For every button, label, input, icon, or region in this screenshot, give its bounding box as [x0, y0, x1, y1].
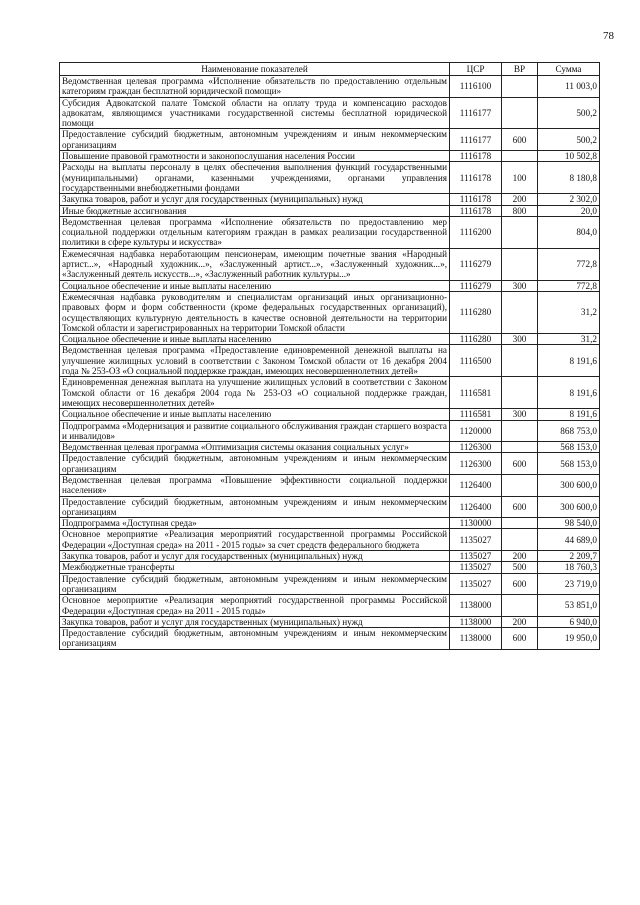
- row-name-cell: Ведомственная целевая программа «Предоставление единовременной денежной выплаты на улучшение жилищных условий в соответствии с Законом Томской области от 16 декабря 2004 года № 253-ОЗ «О социальной поддержке граждан, имеющих несовершеннолетних детей»: [60, 345, 450, 377]
- row-name-cell: Социальное обеспечение и иные выплаты населению: [60, 409, 450, 420]
- row-vr-cell: [502, 76, 538, 98]
- row-sum-cell: 8 191,6: [538, 409, 600, 420]
- row-csr-cell: 1116279: [450, 248, 502, 280]
- table-row: [60, 616, 600, 627]
- row-csr-cell: 1116178: [450, 205, 502, 216]
- row-sum-cell: 6 940,0: [538, 616, 600, 627]
- row-name-cell: Иные бюджетные ассигнования: [60, 205, 450, 216]
- row-sum-cell: 19 950,0: [538, 628, 600, 650]
- row-name-cell: Социальное обеспечение и иные выплаты населению: [60, 280, 450, 291]
- row-csr-cell: 1116100: [450, 76, 502, 98]
- header-sum: Сумма: [538, 63, 600, 76]
- table-row: [60, 162, 600, 194]
- row-csr-cell: 1126400: [450, 474, 502, 496]
- table-row: [60, 334, 600, 345]
- row-csr-cell: 1116500: [450, 345, 502, 377]
- row-name-cell: Основное мероприятие «Реализация мероприятий государственной программы Российской Федерации «Доступная среда» на 2011 - 2015 годы» за счет средств федерального бюджета: [60, 529, 450, 551]
- row-name-cell: Подпрограмма «Доступная среда»: [60, 518, 450, 529]
- row-name-cell: Повышение правовой грамотности и законопослушания населения России: [60, 151, 450, 162]
- table-row: [60, 496, 600, 518]
- row-vr-cell: 200: [502, 194, 538, 205]
- row-vr-cell: 600: [502, 496, 538, 518]
- row-name-cell: Социальное обеспечение и иные выплаты населению: [60, 334, 450, 345]
- row-vr-cell: [502, 377, 538, 409]
- row-vr-cell: [502, 474, 538, 496]
- row-vr-cell: 200: [502, 616, 538, 627]
- table-row: [60, 291, 600, 333]
- table-row: [60, 151, 600, 162]
- row-sum-cell: 23 719,0: [538, 573, 600, 595]
- table-row: [60, 216, 600, 248]
- row-name-cell: Закупка товаров, работ и услуг для государственных (муниципальных) нужд: [60, 194, 450, 205]
- table-row: [60, 453, 600, 475]
- row-vr-cell: 600: [502, 573, 538, 595]
- row-csr-cell: 1126300: [450, 442, 502, 453]
- row-sum-cell: 8 191,6: [538, 345, 600, 377]
- row-sum-cell: 11 003,0: [538, 76, 600, 98]
- row-vr-cell: 600: [502, 628, 538, 650]
- table-row: [60, 442, 600, 453]
- table-row: [60, 280, 600, 291]
- row-vr-cell: 600: [502, 453, 538, 475]
- row-csr-cell: 1116200: [450, 216, 502, 248]
- budget-table: [59, 62, 600, 650]
- row-vr-cell: [502, 151, 538, 162]
- row-name-cell: Ведомственная целевая программа «Исполнение обязательств по предоставлению отдельным категориям граждан бесплатной юридической помощи»: [60, 76, 450, 98]
- row-csr-cell: 1116178: [450, 162, 502, 194]
- row-csr-cell: 1116177: [450, 97, 502, 129]
- row-csr-cell: 1138000: [450, 595, 502, 617]
- table-header-row: [60, 63, 600, 76]
- row-csr-cell: 1135027: [450, 562, 502, 573]
- row-vr-cell: [502, 529, 538, 551]
- row-csr-cell: 1116279: [450, 280, 502, 291]
- row-vr-cell: 100: [502, 162, 538, 194]
- row-sum-cell: 8 191,6: [538, 377, 600, 409]
- row-csr-cell: 1120000: [450, 420, 502, 442]
- table-row: [60, 76, 600, 98]
- row-name-cell: Основное мероприятие «Реализация мероприятий государственной программы Российской Федерации «Доступная среда» на 2011 - 2015 годы»: [60, 595, 450, 617]
- row-name-cell: Ведомственная целевая программа «Исполнение обязательств по предоставлению мер социальной поддержки отдельным категориям граждан в рамках реализации государственной политики в сфере культуры и искусства»: [60, 216, 450, 248]
- row-csr-cell: 1116178: [450, 194, 502, 205]
- row-vr-cell: 300: [502, 280, 538, 291]
- row-sum-cell: 53 851,0: [538, 595, 600, 617]
- row-name-cell: Закупка товаров, работ и услуг для государственных (муниципальных) нужд: [60, 616, 450, 627]
- row-sum-cell: 98 540,0: [538, 518, 600, 529]
- row-csr-cell: 1116280: [450, 291, 502, 333]
- table-body: [60, 76, 600, 650]
- row-csr-cell: 1135027: [450, 551, 502, 562]
- row-name-cell: Ежемесячная надбавка руководителям и специалистам организаций иных организационно-правовых форм и форм собственности (кроме федеральных государственных организаций), осуществляющих культурную деятельность в качестве основной деятельности на территории Томской области и зарегистрированных на территории Томской области: [60, 291, 450, 333]
- row-csr-cell: 1116581: [450, 409, 502, 420]
- row-name-cell: Предоставление субсидий бюджетным, автономным учреждениям и иным некоммерческим организациям: [60, 496, 450, 518]
- row-name-cell: Единовременная денежная выплата на улучшение жилищных условий в соответствии с Законом Томской области от 16 декабря 2004 года № 253-ОЗ «О социальной поддержке граждан, имеющих несовершеннолетних детей»: [60, 377, 450, 409]
- row-csr-cell: 1135027: [450, 529, 502, 551]
- row-vr-cell: [502, 595, 538, 617]
- row-name-cell: Ведомственная целевая программа «Оптимизация системы оказания социальных услуг»: [60, 442, 450, 453]
- row-csr-cell: 1116178: [450, 151, 502, 162]
- row-csr-cell: 1116581: [450, 377, 502, 409]
- row-csr-cell: 1116280: [450, 334, 502, 345]
- row-csr-cell: 1126400: [450, 496, 502, 518]
- row-sum-cell: 500,2: [538, 129, 600, 151]
- row-sum-cell: 300 600,0: [538, 496, 600, 518]
- row-vr-cell: [502, 518, 538, 529]
- table-row: [60, 420, 600, 442]
- row-sum-cell: 2 302,0: [538, 194, 600, 205]
- row-name-cell: Предоставление субсидий бюджетным, автономным учреждениям и иным некоммерческим организациям: [60, 573, 450, 595]
- table-row: [60, 595, 600, 617]
- row-vr-cell: 600: [502, 129, 538, 151]
- row-name-cell: Субсидия Адвокатской палате Томской области на оплату труда и компенсацию расходов адвокатам, являющимся участниками государственной системы бесплатной юридической помощи: [60, 97, 450, 129]
- table-row: [60, 345, 600, 377]
- row-vr-cell: 500: [502, 562, 538, 573]
- row-vr-cell: [502, 442, 538, 453]
- row-sum-cell: 18 760,3: [538, 562, 600, 573]
- row-name-cell: Ежемесячная надбавка неработающим пенсионерам, имеющим почетные звания «Народный артист...», «Народный художник...», «Заслуженный артист...», «Заслуженный художник...», «Заслуженный деятель искусств...», «Заслуженный работник культуры...»: [60, 248, 450, 280]
- table-row: [60, 248, 600, 280]
- row-name-cell: Закупка товаров, работ и услуг для государственных (муниципальных) нужд: [60, 551, 450, 562]
- table-row: [60, 551, 600, 562]
- row-sum-cell: 568 153,0: [538, 453, 600, 475]
- row-sum-cell: 20,0: [538, 205, 600, 216]
- row-csr-cell: 1135027: [450, 573, 502, 595]
- row-vr-cell: [502, 291, 538, 333]
- row-sum-cell: 300 600,0: [538, 474, 600, 496]
- table-row: [60, 474, 600, 496]
- table-row: [60, 205, 600, 216]
- table-row: [60, 194, 600, 205]
- table-row: [60, 518, 600, 529]
- table-row: [60, 562, 600, 573]
- row-csr-cell: 1138000: [450, 616, 502, 627]
- table-row: [60, 529, 600, 551]
- row-vr-cell: [502, 216, 538, 248]
- row-sum-cell: 44 689,0: [538, 529, 600, 551]
- table-row: [60, 377, 600, 409]
- table-row: [60, 129, 600, 151]
- page-number: 78: [603, 30, 614, 42]
- row-csr-cell: 1130000: [450, 518, 502, 529]
- row-vr-cell: 200: [502, 551, 538, 562]
- table-row: [60, 409, 600, 420]
- row-name-cell: Расходы на выплаты персоналу в целях обеспечения выполнения функций государственными (муниципальными) органами, казенными учреждениями, органами управления государственными внебюджетными фондами: [60, 162, 450, 194]
- row-sum-cell: 2 209,7: [538, 551, 600, 562]
- row-name-cell: Подпрограмма «Модернизация и развитие социального обслуживания граждан старшего возраста и инвалидов»: [60, 420, 450, 442]
- row-vr-cell: [502, 345, 538, 377]
- row-sum-cell: 772,8: [538, 280, 600, 291]
- row-sum-cell: 804,0: [538, 216, 600, 248]
- table-row: [60, 573, 600, 595]
- header-csr: ЦСР: [450, 63, 502, 76]
- row-sum-cell: 31,2: [538, 291, 600, 333]
- row-name-cell: Предоставление субсидий бюджетным, автономным учреждениям и иным некоммерческим организациям: [60, 453, 450, 475]
- row-vr-cell: [502, 248, 538, 280]
- row-sum-cell: 772,8: [538, 248, 600, 280]
- row-name-cell: Предоставление субсидий бюджетным, автономным учреждениям и иным некоммерческим организациям: [60, 628, 450, 650]
- table-row: [60, 628, 600, 650]
- header-name: Наименование показателей: [60, 63, 450, 76]
- table-row: [60, 97, 600, 129]
- row-sum-cell: 31,2: [538, 334, 600, 345]
- row-csr-cell: 1126300: [450, 453, 502, 475]
- row-sum-cell: 500,2: [538, 97, 600, 129]
- row-vr-cell: 800: [502, 205, 538, 216]
- row-sum-cell: 568 153,0: [538, 442, 600, 453]
- row-vr-cell: [502, 97, 538, 129]
- row-sum-cell: 868 753,0: [538, 420, 600, 442]
- row-sum-cell: 10 502,8: [538, 151, 600, 162]
- row-csr-cell: 1116177: [450, 129, 502, 151]
- row-name-cell: Межбюджетные трансферты: [60, 562, 450, 573]
- row-vr-cell: [502, 420, 538, 442]
- row-vr-cell: 300: [502, 334, 538, 345]
- row-vr-cell: 300: [502, 409, 538, 420]
- row-name-cell: Ведомственная целевая программа «Повышение эффективности социальной поддержки населения»: [60, 474, 450, 496]
- header-vr: ВР: [502, 63, 538, 76]
- row-name-cell: Предоставление субсидий бюджетным, автономным учреждениям и иным некоммерческим организациям: [60, 129, 450, 151]
- row-sum-cell: 8 180,8: [538, 162, 600, 194]
- row-csr-cell: 1138000: [450, 628, 502, 650]
